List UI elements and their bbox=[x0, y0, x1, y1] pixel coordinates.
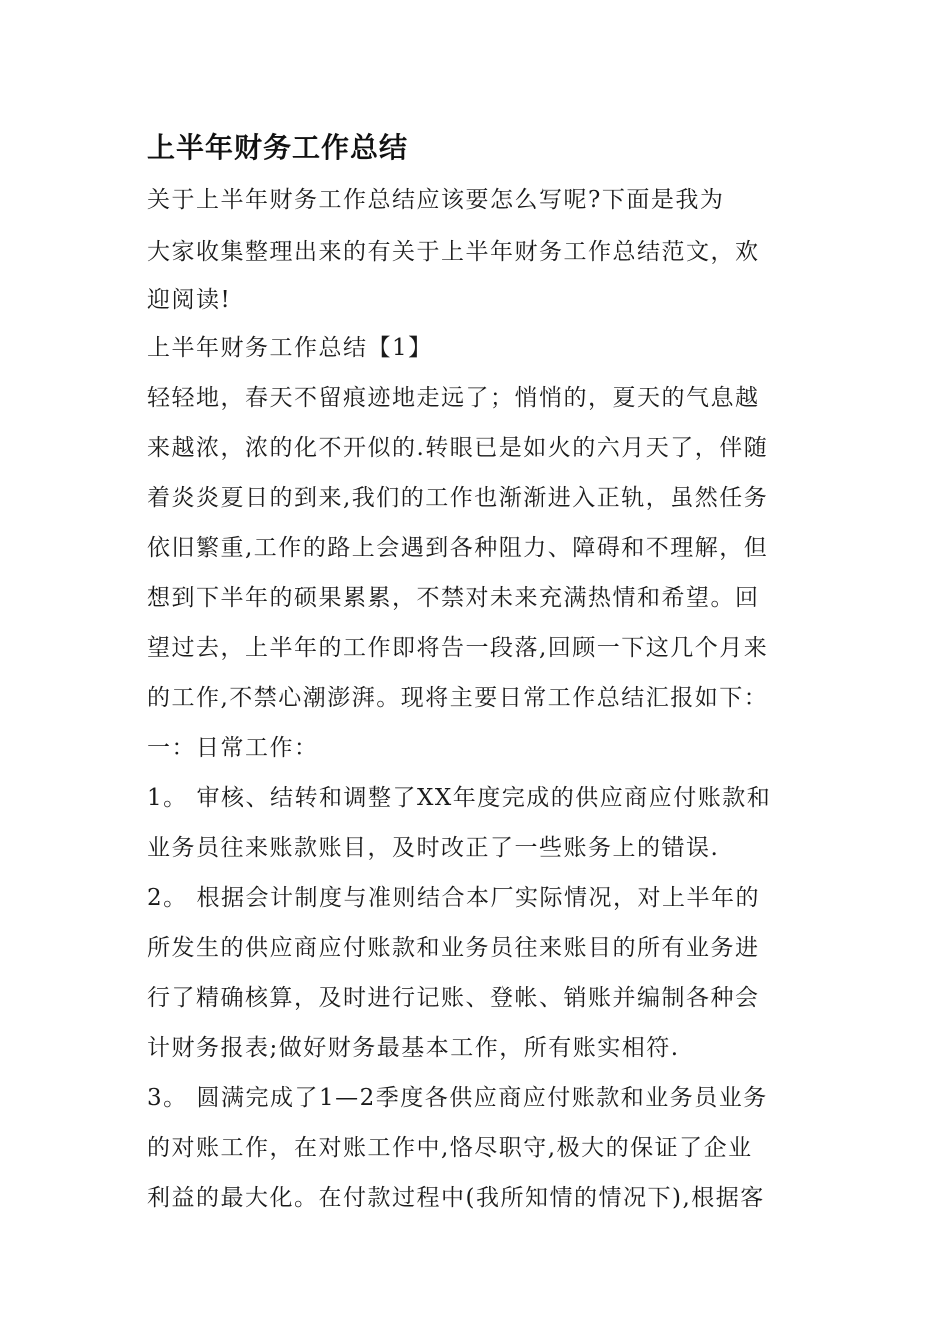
list-item-line: 的对账工作，在对账工作中,恪尽职守,极大的保证了企业 bbox=[147, 1135, 753, 1161]
list-item-line: 行了精确核算，及时进行记账、登帐、销账并编制各种会 bbox=[147, 985, 760, 1011]
paragraph-line: 来越浓，浓的化不开似的.转眼已是如火的六月天了，伴随 bbox=[147, 435, 769, 461]
paragraph-line: 大家收集整理出来的有关于上半年财务工作总结范文，欢 bbox=[147, 239, 760, 265]
list-item-line: 计财务报表;做好财务最基本工作，所有账实相符. bbox=[147, 1035, 680, 1061]
section-heading: 上半年财务工作总结【1】 bbox=[147, 335, 433, 361]
paragraph-line: 关于上半年财务工作总结应该要怎么写呢?下面是我为 bbox=[147, 187, 725, 213]
paragraph-line: 轻轻地，春天不留痕迹地走远了；悄悄的，夏天的气息越 bbox=[147, 385, 760, 411]
list-item-line: 2。 根据会计制度与准则结合本厂实际情况，对上半年的 bbox=[147, 885, 760, 911]
document-title: 上半年财务工作总结 bbox=[147, 131, 409, 164]
list-item-line: 所发生的供应商应付账款和业务员往来账目的所有业务进 bbox=[147, 935, 760, 961]
list-item-line: 3。 圆满完成了1—2季度各供应商应付账款和业务员业务 bbox=[147, 1085, 768, 1111]
paragraph-line: 想到下半年的硕果累累，不禁对未来充满热情和希望。回 bbox=[147, 585, 760, 611]
list-item-line: 1。 审核、结转和调整了XX年度完成的供应商应付账款和 bbox=[147, 785, 772, 811]
list-item-line: 业务员往来账款账目，及时改正了一些账务上的错误. bbox=[147, 835, 720, 861]
list-heading: 一：日常工作： bbox=[147, 735, 319, 761]
paragraph-line: 望过去，上半年的工作即将告一段落,回顾一下这几个月来 bbox=[147, 635, 769, 661]
paragraph-line: 着炎炎夏日的到来,我们的工作也渐渐进入正轨，虽然任务 bbox=[147, 485, 769, 511]
paragraph-line: 依旧繁重,工作的路上会遇到各种阻力、障碍和不理解，但 bbox=[147, 535, 769, 561]
paragraph-line: 迎阅读! bbox=[147, 287, 232, 313]
list-item-line: 利益的最大化。在付款过程中(我所知情的情况下),根据客 bbox=[147, 1185, 765, 1211]
paragraph-line: 的工作,不禁心潮澎湃。现将主要日常工作总结汇报如下： bbox=[147, 685, 769, 711]
